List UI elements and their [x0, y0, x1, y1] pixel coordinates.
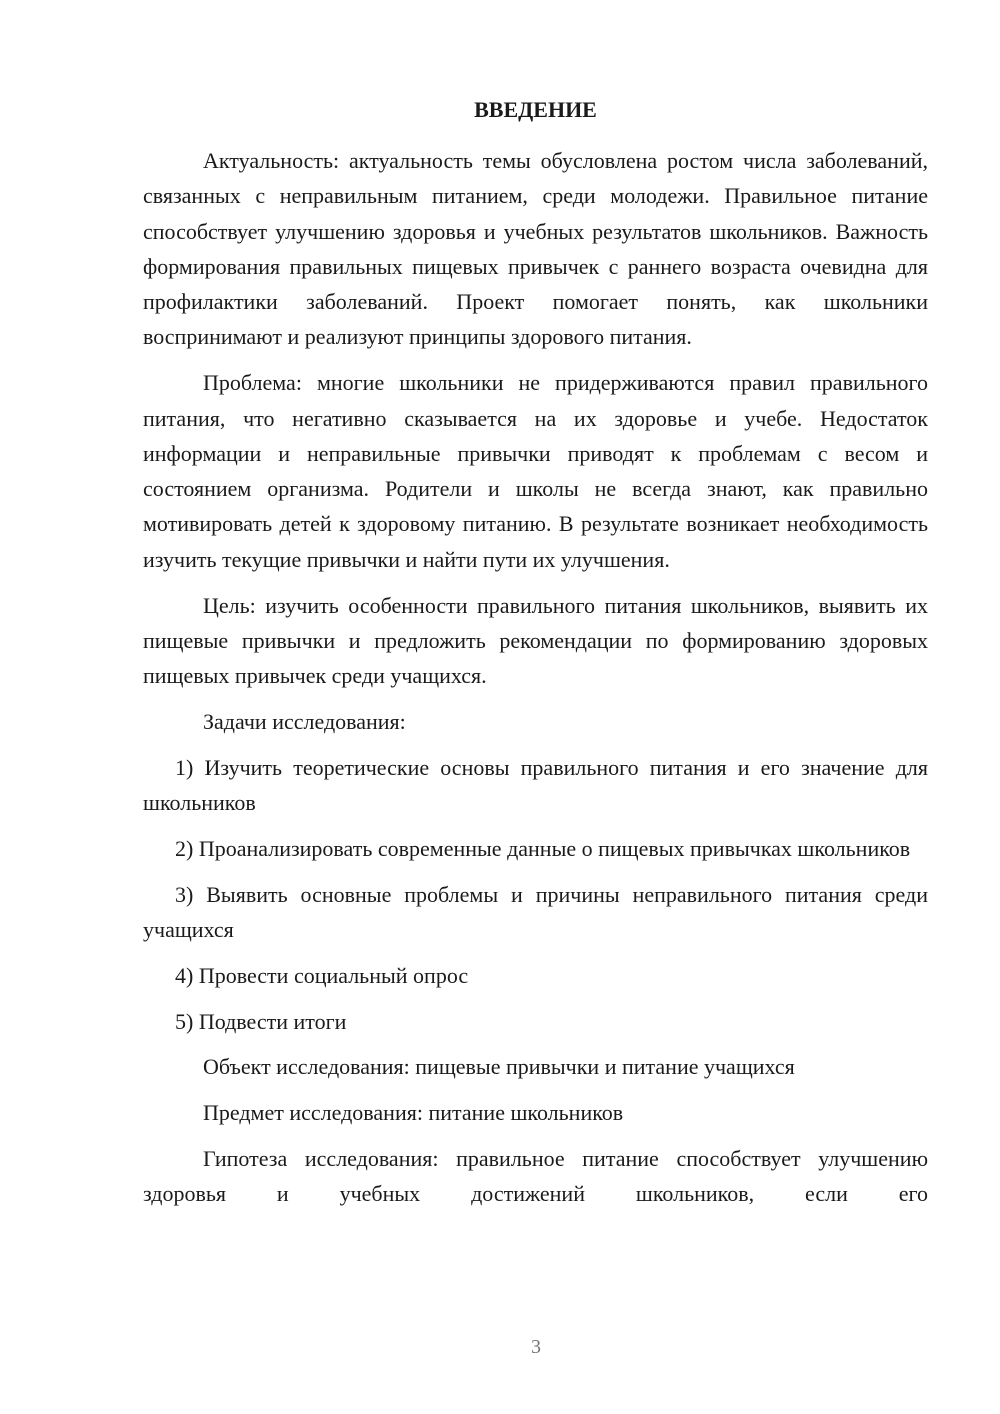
hypothesis-paragraph: Гипотеза исследования: правильное питание способствует улучшению здоровья и учебных достижений школьников, если его	[143, 1145, 928, 1207]
section-heading: ВВЕДЕНИЕ	[474, 97, 597, 122]
problem-paragraph: Проблема: многие школьники не придерживаются правил правильного питания, что негативно сказывается на их здоровье и учебе. Недостаток информации и неправильные привычки приводят к проблемам с весом и состоянием организма. Родители и школы не всегда знают, как правильно мотивировать детей к здоровому питанию. В результате возникает необходимость изучить текущие привычки и найти пути их улучшения.	[143, 370, 928, 572]
relevance-paragraph: Актуальность: актуальность темы обусловлена ростом числа заболеваний, связанных с неправильным питанием, среди молодежи. Правильное питание способствует улучшению здоровья и учебных результатов школьников. Важность формирования правильных пищевых привычек с раннего возраста очевидна для профилактики заболеваний. Проект помогает понять, как школьники воспринимают и реализуют принципы здорового питания.	[143, 148, 928, 350]
task-item: 5) Подвести итоги	[175, 1008, 347, 1034]
task-item: 2) Проанализировать современные данные о пищевых привычках школьников	[175, 835, 911, 861]
subject-paragraph: Предмет исследования: питание школьников	[203, 1100, 624, 1126]
task-item: 4) Провести социальный опрос	[175, 962, 469, 988]
tasks-title: Задачи исследования:	[203, 708, 406, 734]
document-body	[143, 95, 928, 1212]
task-item: 3) Выявить основные проблемы и причины неправильного питания среди учащихся	[143, 881, 928, 942]
object-paragraph: Объект исследования: пищевые привычки и питание учащихся	[203, 1054, 795, 1080]
page-number: 3	[531, 1336, 541, 1358]
task-item: 1) Изучить теоретические основы правильного питания и его значение для школьников	[143, 754, 928, 816]
goal-paragraph: Цель: изучить особенности правильного питания школьников, выявить их пищевые привычки и предложить рекомендации по формированию здоровых пищевых привычек среди учащихся.	[143, 592, 928, 689]
